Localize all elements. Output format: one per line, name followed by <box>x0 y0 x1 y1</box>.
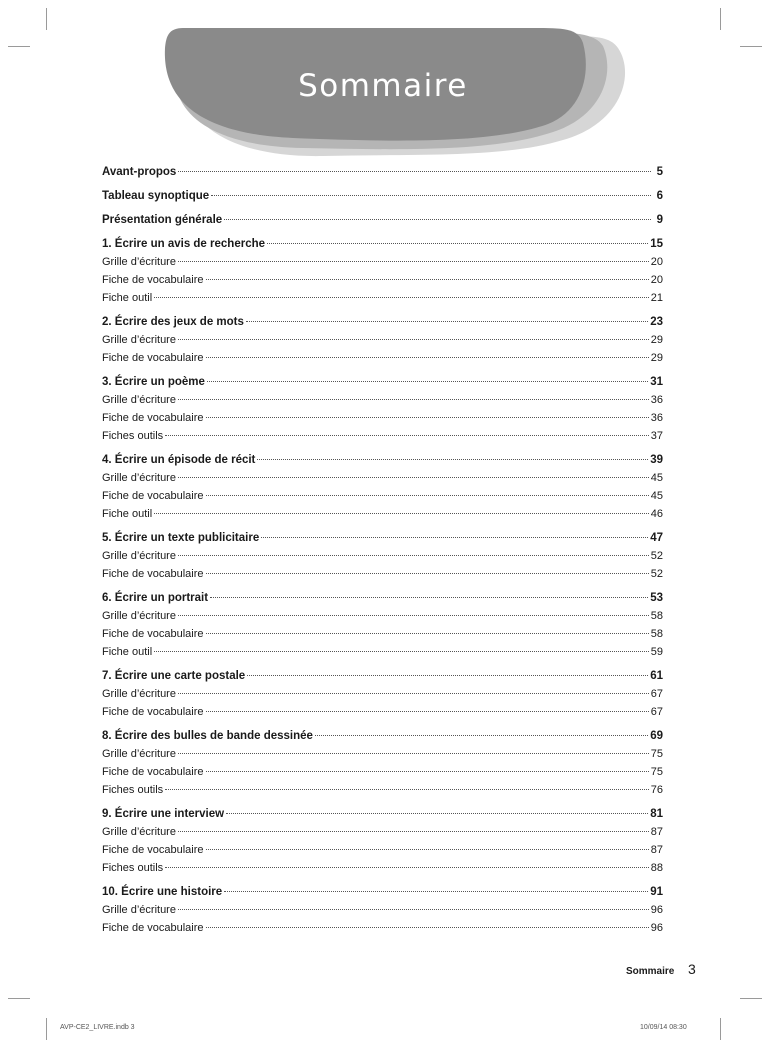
toc-entry-page: 23 <box>650 316 663 328</box>
dot-leader <box>178 399 649 400</box>
dot-leader <box>206 573 649 574</box>
toc-group <box>102 373 663 445</box>
dot-leader <box>165 435 649 436</box>
toc-entry-page: 76 <box>650 784 663 796</box>
toc-entry-title: Grille d’écriture <box>102 748 176 760</box>
toc-entry-page: 58 <box>650 610 663 622</box>
toc-entry-title: Fiches outils <box>102 784 164 796</box>
toc-entry-title: Grille d’écriture <box>102 904 176 916</box>
dot-leader <box>178 753 649 754</box>
header-banner <box>163 28 633 163</box>
toc-entry-page: 81 <box>650 808 663 820</box>
toc-entry[interactable] <box>102 727 663 745</box>
dot-leader <box>178 615 649 616</box>
toc-entry-page: 52 <box>650 568 663 580</box>
dot-leader <box>178 555 649 556</box>
toc-entry-title: 9. Écrire une interview <box>102 808 225 820</box>
crop-mark <box>720 8 721 30</box>
dot-leader <box>210 597 648 598</box>
toc-subentry[interactable] <box>102 409 663 427</box>
toc-entry[interactable] <box>102 529 663 547</box>
toc-entry-title: 10. Écrire une histoire <box>102 886 223 898</box>
toc-group <box>102 727 663 799</box>
toc-subentry[interactable] <box>102 685 663 703</box>
toc-subentry[interactable] <box>102 331 663 349</box>
toc-subentry[interactable] <box>102 391 663 409</box>
toc-subentry[interactable] <box>102 781 663 799</box>
toc-entry-title: Présentation générale <box>102 214 223 226</box>
toc-entry-page: 45 <box>650 490 663 502</box>
toc-entry-page: 69 <box>650 730 663 742</box>
toc-subentry[interactable] <box>102 427 663 445</box>
dot-leader <box>206 849 649 850</box>
toc-entry-page: 21 <box>650 292 663 304</box>
toc-entry-title: Fiche de vocabulaire <box>102 352 204 364</box>
dot-leader <box>206 633 649 634</box>
toc-entry[interactable] <box>102 589 663 607</box>
toc-entry-page: 58 <box>650 628 663 640</box>
toc-group <box>102 187 663 205</box>
toc-entry-title: 8. Écrire des bulles de bande dessinée <box>102 730 313 742</box>
dot-leader <box>206 711 649 712</box>
toc-entry[interactable] <box>102 187 663 205</box>
toc-entry[interactable] <box>102 805 663 823</box>
toc-entry-page: 9 <box>656 214 663 226</box>
toc-entry-title: Grille d’écriture <box>102 334 176 346</box>
toc-entry-title: Tableau synoptique <box>102 190 210 202</box>
dot-leader <box>178 831 649 832</box>
toc-entry-page: 31 <box>650 376 663 388</box>
dot-leader <box>165 867 649 868</box>
toc-entry-page: 67 <box>650 688 663 700</box>
toc-entry-title: Fiches outils <box>102 430 164 442</box>
toc-entry-title: Grille d’écriture <box>102 826 176 838</box>
toc-group <box>102 163 663 181</box>
toc-entry-title: Grille d’écriture <box>102 550 176 562</box>
dot-leader <box>261 537 648 538</box>
dot-leader <box>247 675 648 676</box>
dot-leader <box>206 927 649 928</box>
toc-subentry[interactable] <box>102 469 663 487</box>
toc-entry-title: Fiche de vocabulaire <box>102 490 204 502</box>
toc-entry-page: 37 <box>650 430 663 442</box>
toc-entry-page: 39 <box>650 454 663 466</box>
toc-entry-page: 15 <box>650 238 663 250</box>
toc-entry-title: Grille d’écriture <box>102 688 176 700</box>
dot-leader <box>165 789 649 790</box>
table-of-contents <box>102 163 663 943</box>
toc-entry-page: 96 <box>650 922 663 934</box>
toc-group <box>102 805 663 877</box>
dot-leader <box>226 813 648 814</box>
toc-entry[interactable] <box>102 373 663 391</box>
toc-entry-title: Fiche outil <box>102 508 153 520</box>
toc-subentry[interactable] <box>102 625 663 643</box>
dot-leader <box>178 339 649 340</box>
toc-group <box>102 313 663 367</box>
toc-subentry[interactable] <box>102 841 663 859</box>
crop-mark <box>740 998 762 999</box>
toc-group <box>102 235 663 307</box>
print-slug-date: 10/09/14 08:30 <box>640 1024 687 1031</box>
toc-entry-title: Fiche outil <box>102 646 153 658</box>
toc-subentry[interactable] <box>102 823 663 841</box>
toc-entry-page: 36 <box>650 394 663 406</box>
toc-entry-page: 87 <box>650 826 663 838</box>
toc-entry[interactable] <box>102 667 663 685</box>
toc-entry[interactable] <box>102 235 663 253</box>
toc-entry[interactable] <box>102 451 663 469</box>
toc-entry[interactable] <box>102 883 663 901</box>
toc-subentry[interactable] <box>102 565 663 583</box>
toc-subentry[interactable] <box>102 607 663 625</box>
toc-subentry[interactable] <box>102 289 663 307</box>
footer-page-number: 3 <box>688 961 696 977</box>
dot-leader <box>267 243 648 244</box>
dot-leader <box>178 909 649 910</box>
toc-entry-title: Fiche de vocabulaire <box>102 766 204 778</box>
toc-entry-title: 2. Écrire des jeux de mots <box>102 316 244 328</box>
toc-subentry[interactable] <box>102 763 663 781</box>
toc-entry-page: 67 <box>650 706 663 718</box>
dot-leader <box>178 171 651 172</box>
toc-entry-page: 47 <box>650 532 663 544</box>
page-title: Sommaire <box>298 68 468 104</box>
toc-subentry[interactable] <box>102 487 663 505</box>
toc-subentry[interactable] <box>102 271 663 289</box>
dot-leader <box>246 321 648 322</box>
toc-entry-title: Grille d’écriture <box>102 610 176 622</box>
toc-group <box>102 529 663 583</box>
dot-leader <box>178 261 649 262</box>
toc-entry-page: 75 <box>650 748 663 760</box>
toc-entry-page: 88 <box>650 862 663 874</box>
toc-entry-page: 91 <box>650 886 663 898</box>
toc-entry-page: 29 <box>650 352 663 364</box>
crop-mark <box>8 46 30 47</box>
crop-mark <box>8 998 30 999</box>
toc-entry-page: 96 <box>650 904 663 916</box>
toc-entry-title: Fiches outils <box>102 862 164 874</box>
toc-entry-title: Fiche de vocabulaire <box>102 628 204 640</box>
toc-entry-page: 20 <box>650 274 663 286</box>
toc-subentry[interactable] <box>102 505 663 523</box>
toc-group <box>102 883 663 937</box>
crop-mark <box>740 46 762 47</box>
dot-leader <box>211 195 651 196</box>
toc-subentry[interactable] <box>102 643 663 661</box>
toc-entry-page: 75 <box>650 766 663 778</box>
toc-subentry[interactable] <box>102 349 663 367</box>
toc-entry-title: Fiche outil <box>102 292 153 304</box>
toc-entry[interactable] <box>102 313 663 331</box>
crop-mark <box>46 1018 47 1040</box>
dot-leader <box>206 357 649 358</box>
dot-leader <box>178 693 649 694</box>
dot-leader <box>224 219 651 220</box>
toc-subentry[interactable] <box>102 547 663 565</box>
toc-entry-page: 52 <box>650 550 663 562</box>
toc-entry-title: 6. Écrire un portrait <box>102 592 209 604</box>
toc-entry-title: 3. Écrire un poème <box>102 376 205 388</box>
toc-entry-title: Fiche de vocabulaire <box>102 706 204 718</box>
toc-entry-title: 4. Écrire un épisode de récit <box>102 454 256 466</box>
toc-entry-title: Grille d’écriture <box>102 256 176 268</box>
dot-leader <box>154 651 649 652</box>
toc-entry-title: Fiche de vocabulaire <box>102 412 204 424</box>
toc-entry-page: 20 <box>650 256 663 268</box>
toc-entry-page: 29 <box>650 334 663 346</box>
toc-entry-title: Fiche de vocabulaire <box>102 568 204 580</box>
toc-entry-title: Fiche de vocabulaire <box>102 274 204 286</box>
toc-entry-page: 61 <box>650 670 663 682</box>
toc-subentry[interactable] <box>102 703 663 721</box>
toc-entry-page: 46 <box>650 508 663 520</box>
toc-entry-title: 7. Écrire une carte postale <box>102 670 246 682</box>
toc-subentry[interactable] <box>102 745 663 763</box>
toc-group <box>102 451 663 523</box>
dot-leader <box>315 735 648 736</box>
toc-entry-title: Fiche de vocabulaire <box>102 844 204 856</box>
toc-entry-page: 36 <box>650 412 663 424</box>
dot-leader <box>206 417 649 418</box>
print-slug-file: AVP-CE2_LIVRE.indb 3 <box>60 1024 135 1031</box>
toc-entry-title: Grille d’écriture <box>102 394 176 406</box>
dot-leader <box>178 477 649 478</box>
dot-leader <box>154 297 649 298</box>
toc-entry-page: 45 <box>650 472 663 484</box>
toc-group <box>102 667 663 721</box>
toc-entry-title: 1. Écrire un avis de recherche <box>102 238 266 250</box>
toc-subentry[interactable] <box>102 919 663 937</box>
toc-group <box>102 589 663 661</box>
toc-subentry[interactable] <box>102 253 663 271</box>
toc-entry-page: 59 <box>650 646 663 658</box>
dot-leader <box>206 279 649 280</box>
toc-subentry[interactable] <box>102 859 663 877</box>
crop-mark <box>720 1018 721 1040</box>
dot-leader <box>206 495 649 496</box>
crop-mark <box>46 8 47 30</box>
dot-leader <box>207 381 648 382</box>
toc-entry-title: Fiche de vocabulaire <box>102 922 204 934</box>
toc-entry-page: 5 <box>656 166 663 178</box>
dot-leader <box>257 459 648 460</box>
dot-leader <box>154 513 649 514</box>
footer-section-label: Sommaire <box>626 966 675 977</box>
toc-entry-title: 5. Écrire un texte publicitaire <box>102 532 260 544</box>
dot-leader <box>224 891 648 892</box>
dot-leader <box>206 771 649 772</box>
toc-entry-page: 6 <box>656 190 663 202</box>
toc-group <box>102 211 663 229</box>
toc-entry-page: 87 <box>650 844 663 856</box>
toc-entry-title: Avant-propos <box>102 166 177 178</box>
toc-entry-page: 53 <box>650 592 663 604</box>
toc-entry[interactable] <box>102 211 663 229</box>
toc-entry-title: Grille d’écriture <box>102 472 176 484</box>
toc-entry[interactable] <box>102 163 663 181</box>
toc-subentry[interactable] <box>102 901 663 919</box>
